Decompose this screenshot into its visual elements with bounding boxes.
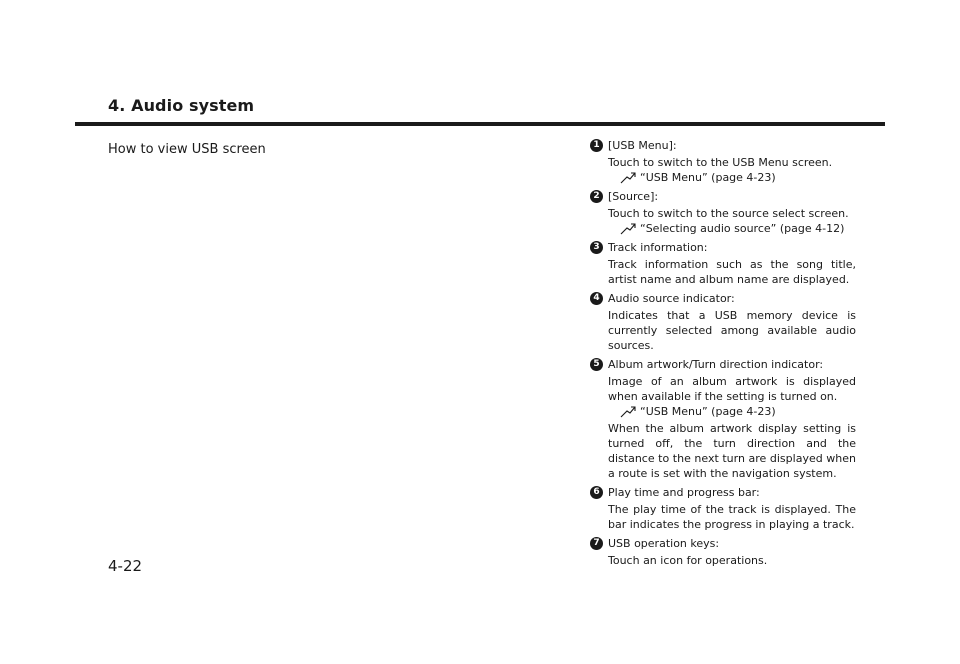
item-description: Image of an album artwork is displayed when available if the setting is turned on. — [608, 375, 856, 403]
item-number: 3 — [590, 241, 603, 254]
legend-item — [590, 188, 856, 236]
legend-item — [590, 535, 856, 568]
legend-item — [590, 484, 856, 532]
item-title: Play time and progress bar: — [608, 485, 760, 499]
item-number: 2 — [590, 190, 603, 203]
legend-item — [590, 137, 856, 185]
item-number: 5 — [590, 358, 603, 371]
item-title: Audio source indicator: — [608, 291, 735, 305]
reference-text: “Selecting audio source” (page 4-12) — [640, 222, 845, 235]
reference-text: “USB Menu” (page 4-23) — [640, 171, 776, 184]
item-number: 4 — [590, 292, 603, 305]
item-number: 1 — [590, 139, 603, 152]
item-description: Indicates that a USB memory device is currently selected among available audio sources. — [608, 309, 856, 352]
legend-list — [590, 137, 856, 571]
reference-arrow-icon — [620, 172, 636, 184]
reference-text: “USB Menu” (page 4-23) — [640, 405, 776, 418]
item-title: USB operation keys: — [608, 536, 720, 550]
legend-item — [590, 356, 856, 481]
item-number: 6 — [590, 486, 603, 499]
item-title: [Source]: — [608, 189, 659, 203]
reference-arrow-icon — [620, 223, 636, 235]
legend-item — [590, 290, 856, 353]
item-description-extra: When the album artwork display setting is turned off, the turn direction and the distance to the next turn are displayed when a route is set with the navigation system. — [608, 422, 856, 480]
item-reference[interactable] — [620, 170, 856, 185]
item-description: The play time of the track is displayed. The bar indicates the progress in playing a track. — [608, 503, 856, 531]
section-heading: How to view USB screen — [108, 142, 266, 157]
item-title: [USB Menu]: — [608, 138, 677, 152]
reference-arrow-icon — [620, 406, 636, 418]
item-description: Track information such as the song title, artist name and album name are displayed. — [608, 258, 856, 286]
legend-item — [590, 239, 856, 287]
header-rule — [75, 122, 885, 126]
chapter-title: 4. Audio system — [108, 96, 255, 115]
item-description: Touch an icon for operations. — [608, 554, 768, 567]
item-description: Touch to switch to the source select screen. — [608, 207, 849, 220]
page-number: 4-22 — [108, 557, 143, 575]
item-reference[interactable] — [620, 404, 856, 419]
item-title: Track information: — [608, 240, 708, 254]
item-title: Album artwork/Turn direction indicator: — [608, 357, 824, 371]
item-number: 7 — [590, 537, 603, 550]
item-description: Touch to switch to the USB Menu screen. — [608, 156, 833, 169]
item-reference[interactable] — [620, 221, 856, 236]
